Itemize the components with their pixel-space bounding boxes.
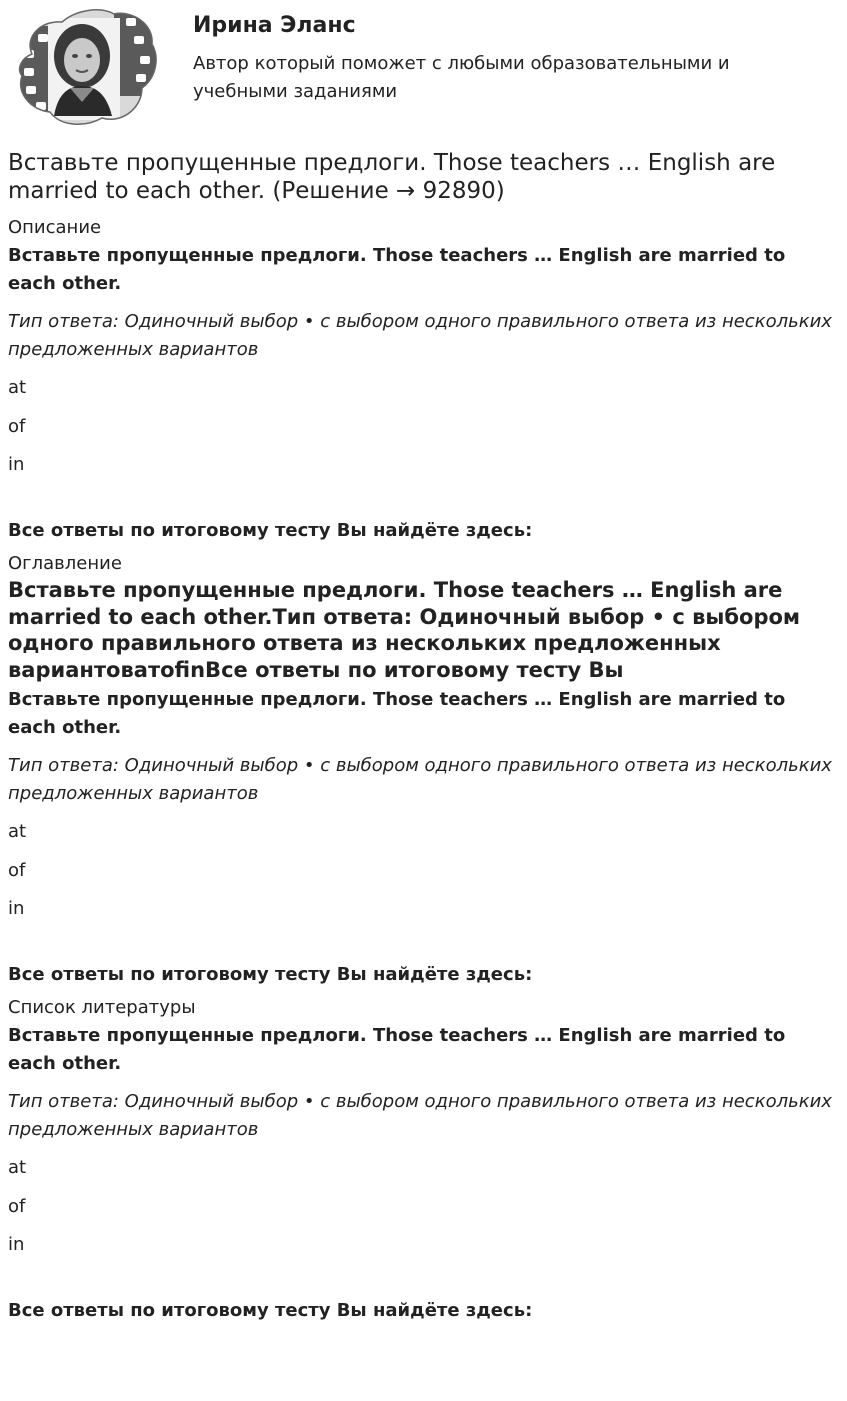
section-heading-description: Описание <box>8 217 102 238</box>
answer-options-list <box>8 1154 839 1259</box>
toc-section <box>8 553 839 989</box>
toc-summary: Вставьте пропущенные предлоги. Those teachers … English are married to each other.Тип ответа: Одиночный выбор • с выбором одного правильного ответа из нескольких предложенных вариантоватofinВсе ответы по итоговому тесту Вы <box>8 578 801 682</box>
answer-option: in <box>8 1234 25 1255</box>
all-answers-note: Все ответы по итоговому тесту Вы найдёте здесь: <box>8 964 533 985</box>
answer-options-list <box>8 818 839 923</box>
answer-option: of <box>8 415 26 437</box>
author-description: Автор который поможет с любыми образовательными и учебными заданиями <box>193 53 730 102</box>
page-title: Вставьте пропущенные предлоги. Those teachers … English are married to each other. (Решение → 92890) <box>8 150 776 204</box>
answer-type-text: Тип ответа: Одиночный выбор • с выбором одного правильного ответа из нескольких предложенных вариантов <box>8 311 832 360</box>
all-answers-note: Все ответы по итоговому тесту Вы найдёте здесь: <box>8 1300 533 1321</box>
answer-type-text: Тип ответа: Одиночный выбор • с выбором одного правильного ответа из нескольких предложенных вариантов <box>8 1091 832 1140</box>
question-text: Вставьте пропущенные предлоги. Those teachers … English are married to each other. <box>8 1025 786 1074</box>
section-heading-references: Список литературы <box>8 997 196 1018</box>
answer-option: of <box>8 1195 26 1217</box>
answer-option: in <box>8 454 25 475</box>
answer-option: at <box>8 821 27 842</box>
all-answers-note: Все ответы по итоговому тесту Вы найдёте здесь: <box>8 520 533 541</box>
answer-options-list <box>8 374 839 479</box>
author-card <box>8 0 839 132</box>
references-section <box>8 997 839 1325</box>
author-name[interactable]: Ирина Эланс <box>193 13 356 38</box>
answer-option: at <box>8 377 27 398</box>
question-text: Вставьте пропущенные предлоги. Those teachers … English are married to each other. <box>8 689 786 738</box>
author-avatar[interactable] <box>14 6 160 128</box>
question-text: Вставьте пропущенные предлоги. Those teachers … English are married to each other. <box>8 245 786 294</box>
answer-option: of <box>8 859 26 881</box>
answer-option: in <box>8 898 25 919</box>
section-heading-toc: Оглавление <box>8 553 122 574</box>
answer-type-text: Тип ответа: Одиночный выбор • с выбором одного правильного ответа из нескольких предложенных вариантов <box>8 755 832 804</box>
description-section <box>8 217 839 545</box>
answer-option: at <box>8 1157 27 1178</box>
